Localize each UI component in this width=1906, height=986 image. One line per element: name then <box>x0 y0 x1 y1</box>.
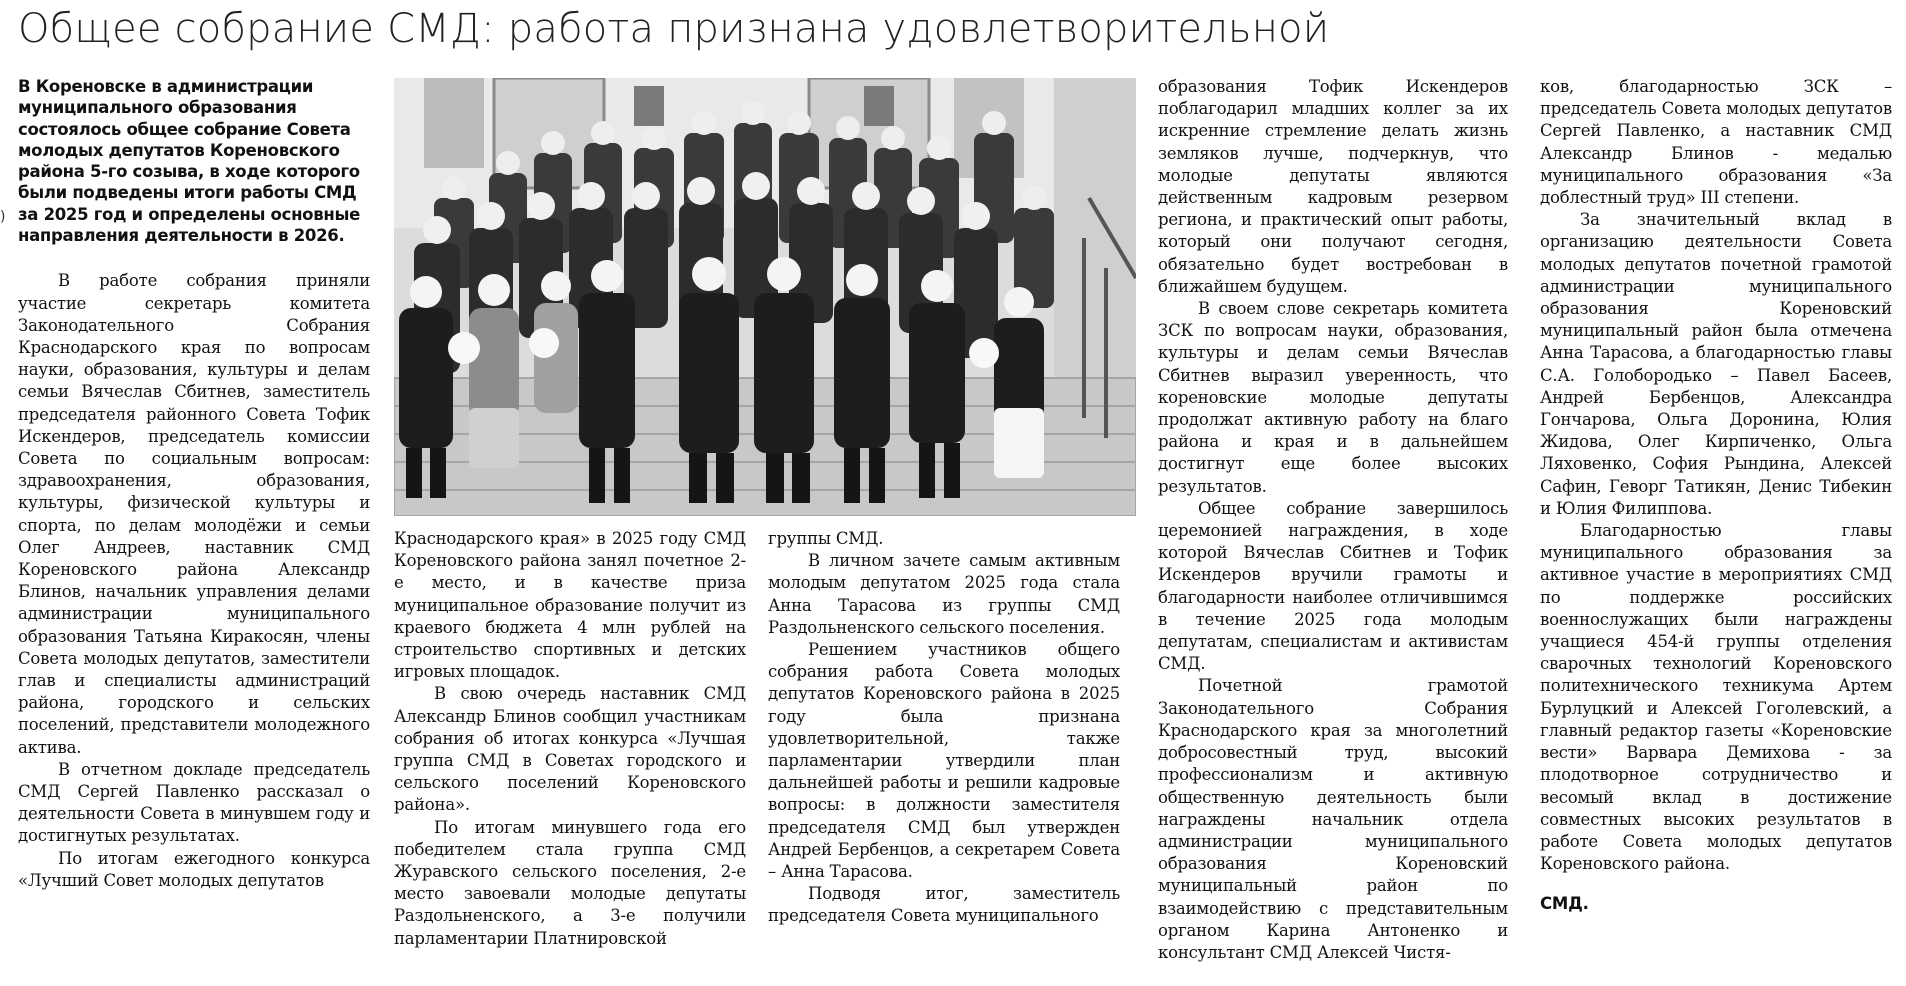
paragraph: Почетной грамотой Законодательного Собрания Краснодарского края за многолетний добросовестный труд, высокий профессионализм и активную общественную деятельность были награждены начальник отдела администрации муниципального образования Кореновский муниципальный район по взаимодействию с представительным органом Карина Антоненко и консультант СМД Алексей Чистя- <box>1158 676 1508 962</box>
column-5 <box>1540 76 1892 986</box>
column-3 <box>768 528 1120 986</box>
paragraph: В личном зачете самым активным молодым депутатом 2025 года стала Анна Тарасова из группы СМД Раздольненского сельского поселения. <box>768 551 1120 637</box>
paragraph: В своем слове секретарь комитета ЗСК по вопросам науки, образования, культуры и делам семьи Вячеслав Сбитнев выразил уверенность, что кореновские молодые депутаты продолжат активную работу на благо района и края и в дальнейшем достигнут еще более высоких результатов. <box>1158 299 1508 496</box>
paragraph: По итогам ежегодного конкурса «Лучший Совет молодых депутатов <box>18 848 370 890</box>
paragraph: Краснодарского края» в 2025 году СМД Кореновского района занял почетное 2-е место, и в качестве приза муниципальное образование получит из краевого бюджета 4 млн рублей на строительство спортивных и детских игровых площадок. <box>394 529 746 682</box>
paragraph: За значительный вклад в организацию деятельности Совета молодых депутатов почетной грамотой администрации муниципального образования Кореновский муниципальный район была отмечена Анна Тарасова, а благодарностью главы С.А. Голобородько – Павел Басеев, Андрей Бербенцов, Александра Гончарова, Ольга Доронина, Юлия Жидова, Олег Кирпиченко, Ольга Ляховенко, София Рындина, Алексей Сафин, Геворг Татикян, Денис Тибекин и Юлия Филиппова. <box>1540 210 1892 518</box>
column-2 <box>394 528 746 986</box>
paragraph: Благодарностью главы муниципального образования за активное участие в мероприятиях СМД по поддержке российских военнослужащих были награждены учащиеся 454-й группы отделения сварочных технологий Кореновского политехнического техникума Артем Бурлуцкий и Алексей Гоголевский, а главный редактор газеты «Кореновские вести» Варвара Демихова - за плодотворное сотрудничество и весомый вклад в достижение совместных высоких результатов в работе Совета молодых депутатов Кореновского района. <box>1540 521 1892 874</box>
paragraph: Решением участников общего собрания работа Совета молодых депутатов Кореновского района в 2025 году была признана удовлетворительной, также парламентарии утвердили план дальнейшей работы и решили кадровые вопросы: в должности заместителя председателя СМД был утвержден Андрей Бербенцов, а секретарем Совета – Анна Тарасова. <box>768 640 1120 882</box>
article-headline: Общее собрание СМД: работа признана удовлетворительной <box>18 6 1330 52</box>
group-photo <box>394 78 1136 516</box>
article-lead: В Кореновске в администрации муниципального образования состоялось общее собрание Совета молодых депутатов Кореновского района 5-го созыва, в ходе которого были подведены итоги работы СМД за 2025 год и определены основные направления деятельности в 2026. <box>18 77 360 246</box>
paragraph: группы СМД. <box>768 529 884 548</box>
margin-mark: ) <box>0 209 6 225</box>
paragraph: Подводя итог, заместитель председателя Совета муниципального <box>768 884 1120 926</box>
paragraph: По итогам минувшего года его победителем стала группа СМД Журавского сельского поселения, 2-е место завоевали молодые депутаты Раздольненского, а 3-е получили парламентарии Платнировской <box>394 817 746 948</box>
paragraph: В работе собрания приняли участие секретарь комитета Законодательного Собрания Краснодарского края по вопросам науки, образования, культуры и делам семьи Вячеслав Сбитнев, заместитель председателя районного Совета Тофик Искендеров, председатель комиссии Совета по социальным вопросам: здравоохранения, образования, культуры, физической культуры и спорта, по делам молодёжи и семьи Олег Андреев, наставник СМД Кореновского района Александр Блинов, начальник управления делами администрации муниципального образования Татьяна Киракосян, члены Совета молодых депутатов, заместители глав и специалисты администраций района, городского и сельских поселений, представители молодежного актива. <box>18 271 370 757</box>
paragraph: Общее собрание завершилось церемонией награждения, в ходе которой Вячеслав Сбитнев и Тофик Искендеров вручили грамоты и благодарности наиболее отличившимся в течение 2025 года молодым депутатам, специалистам и активистам СМД. <box>1158 498 1508 674</box>
paragraph: В свою очередь наставник СМД Александр Блинов сообщил участникам собрания об итогах конкурса «Лучшая группа СМД в Советах городского и сельского поселений Кореновского района». <box>394 684 746 815</box>
paragraph: образования Тофик Искендеров поблагодарил младших коллег за их искренние стремление делать жизнь земляков лучше, подчеркнув, что молодые депутаты являются действенным кадровым резервом региона, и практический опыт работы, который они получают сегодня, обязательно будет востребован в ближайшем будущем. <box>1158 77 1508 296</box>
group-photo-image <box>394 78 1136 516</box>
column-4 <box>1158 76 1508 986</box>
column-1 <box>18 76 370 986</box>
paragraph: В отчетном докладе председатель СМД Сергей Павленко рассказал о деятельности Совета в минувшем году и достигнутых результатах. <box>18 759 370 846</box>
article-signature: СМД. <box>1540 894 1589 914</box>
paragraph: ков, благодарностью ЗСК – председатель Совета молодых депутатов Сергей Павленко, а наставник СМД Александр Блинов - медалью муниципального образования «За доблестный труд» III степени. <box>1540 77 1892 208</box>
